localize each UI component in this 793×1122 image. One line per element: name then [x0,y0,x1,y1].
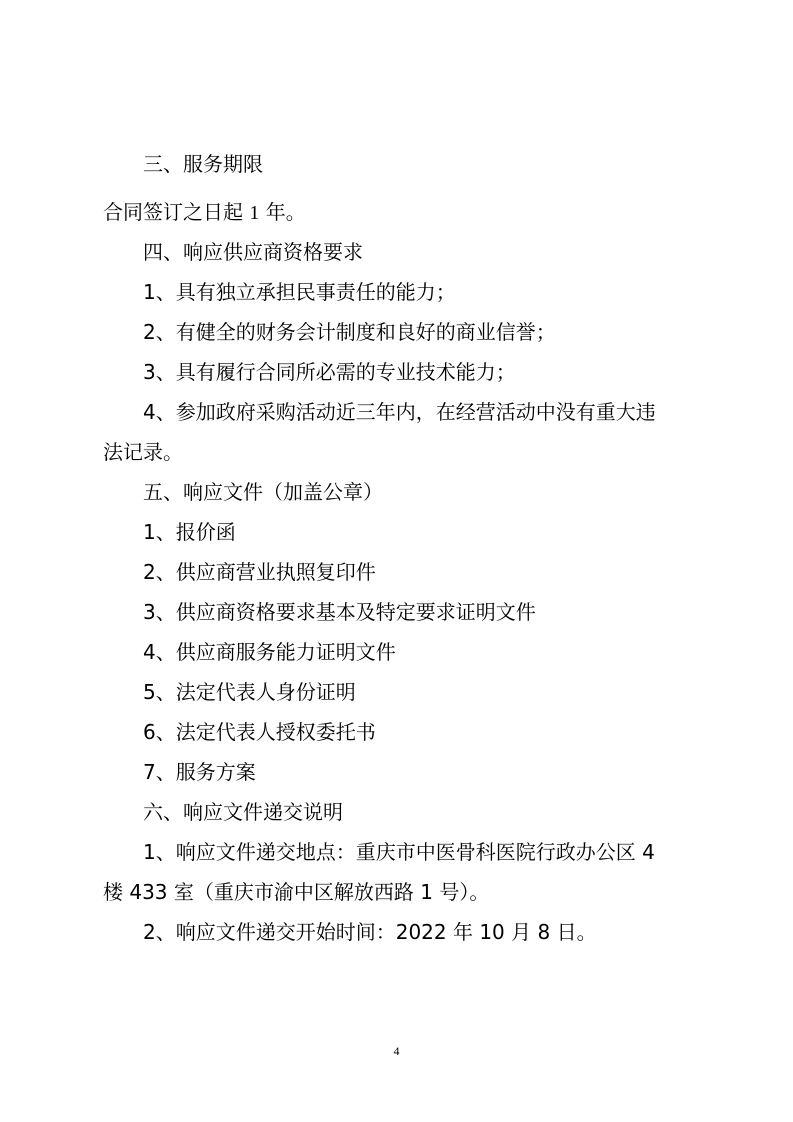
documents-heading: 五、响应文件（加盖公章） [143,480,383,504]
submission-item-1-line2: 楼 433 室（重庆市渝中区解放西路 1 号）。 [103,880,490,904]
term-heading: 三、服务期限 [143,152,263,176]
document-item: 3、供应商资格要求基本及特定要求证明文件 [143,600,536,624]
term-text [103,200,306,225]
term-text-num: 1 [249,202,260,224]
document-item: 5、法定代表人身份证明 [143,680,356,704]
qualification-item: 3、具有履行合同所必需的专业技术能力； [143,360,516,384]
qualification-item-4-line2: 法记录。 [103,440,183,464]
qualification-item: 1、具有独立承担民事责任的能力； [143,280,456,304]
submission-heading: 六、响应文件递交说明 [143,800,343,824]
term-text-b: 年。 [265,200,306,224]
document-item: 6、法定代表人授权委托书 [143,720,376,744]
term-text-a: 合同签订之日起 [103,200,243,224]
document-item: 1、报价函 [143,520,236,544]
document-item: 4、供应商服务能力证明文件 [143,640,396,664]
qualification-item: 2、有健全的财务会计制度和良好的商业信誉； [143,320,556,344]
page-number: 4 [393,1044,400,1058]
qualification-item-4-line1: 4、参加政府采购活动近三年内，在经营活动中没有重大违 [143,400,656,424]
qualification-heading: 四、响应供应商资格要求 [143,240,363,264]
submission-item-1-line1: 1、响应文件递交地点：重庆市中医骨科医院行政办公区 4 [143,840,655,864]
document-item: 2、供应商营业执照复印件 [143,560,376,584]
submission-item-2: 2、响应文件递交开始时间：2022 年 10 月 8 日。 [143,920,597,944]
document-item: 7、服务方案 [143,760,256,784]
